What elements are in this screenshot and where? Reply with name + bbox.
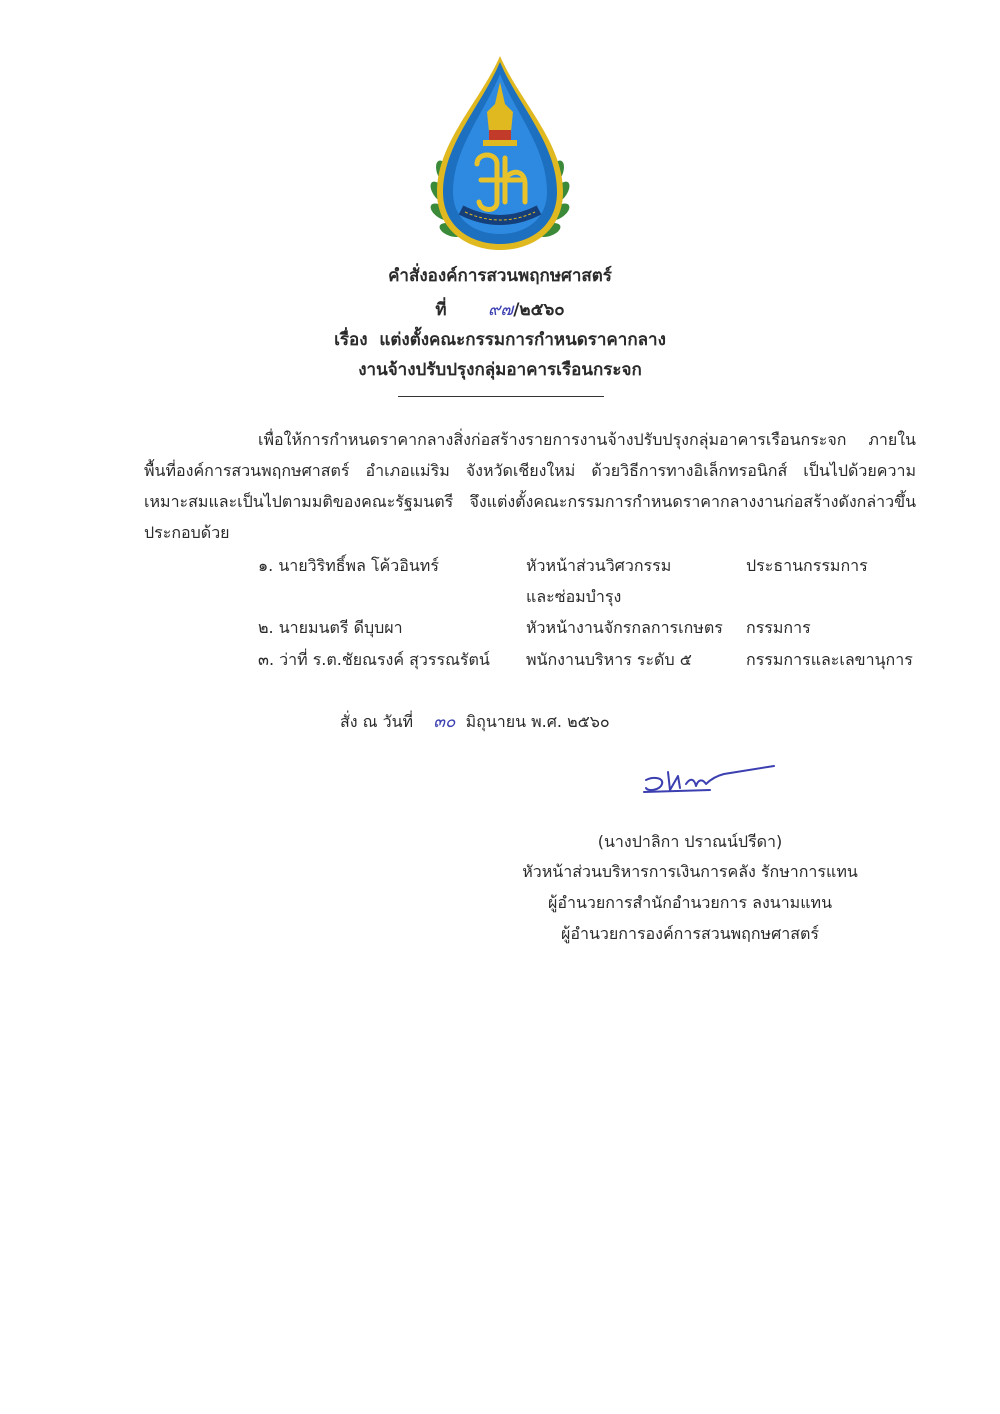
signer-name: (นางปาลิกา ปราณน์ปรีดา): [597, 832, 783, 851]
member-1-position: หัวหน้าส่วนวิศวกรรม: [526, 556, 672, 575]
order-subject-label: เรื่อง: [334, 330, 368, 350]
signer-title-line-1: หัวหน้าส่วนบริหารการเงินการคลัง รักษาการแทน: [522, 862, 858, 881]
order-date-day-handwritten: ๓๐: [433, 712, 456, 732]
handwritten-signature: [640, 762, 780, 802]
member-2-name: ๒. นายมนตรี ดีบุบผา: [258, 618, 403, 637]
order-subject-line-2: งานจ้างปรับปรุงกลุ่มอาคารเรือนกระจก: [358, 360, 642, 380]
order-date-month-year: มิถุนายน พ.ศ. ๒๕๖๐: [465, 712, 610, 731]
member-1-name: ๑. นายวิริทธิ์พล โค้วอินทร์: [258, 556, 439, 575]
member-1-role: ประธานกรรมการ: [746, 556, 868, 575]
order-number-handwritten: ๙๗: [487, 300, 514, 320]
member-2-role: กรรมการ: [746, 618, 811, 637]
order-date-prefix: สั่ง ณ วันที่: [340, 712, 414, 731]
signer-title-line-3: ผู้อำนวยการองค์การสวนพฤกษศาสตร์: [561, 924, 819, 943]
order-number-label: ที่: [435, 300, 447, 320]
order-title: คำสั่งองค์การสวนพฤกษศาสตร์: [388, 266, 612, 286]
member-3-name: ๓. ว่าที่ ร.ต.ชัยณรงค์ สุวรรณรัตน์: [258, 650, 490, 669]
title-divider: [398, 396, 604, 397]
member-1-position-line-2: และซ่อมบำรุง: [526, 587, 622, 606]
organization-emblem-logo: [425, 52, 575, 252]
order-subject: แต่งตั้งคณะกรรมการกำหนดราคากลาง: [379, 330, 666, 350]
order-date: [340, 708, 610, 735]
order-number-line: [0, 296, 1000, 323]
signer-title-line-2: ผู้อำนวยการสำนักอำนวยการ ลงนามแทน: [547, 893, 833, 912]
member-2-position: หัวหน้างานจักรกลการเกษตร: [526, 618, 723, 637]
member-3-role: กรรมการและเลขานุการ: [746, 650, 913, 669]
body-paragraph: เพื่อให้การกำหนดราคากลางสิ่งก่อสร้างรายการงานจ้างปรับปรุงกลุ่มอาคารเรือนกระจก ภายในพื้นที่องค์การสวนพฤกษศาสตร์ อำเภอแม่ริม จังหวัดเชียงใหม่ ด้วยวิธีการทางอิเล็กทรอนิกส์ เป็นไปด้วยความเหมาะสมและเป็นไปตามมติของคณะรัฐมนตรี จึงแต่งตั้งคณะกรรมการกำหนดราคากลางงานก่อสร้างดังกล่าวขึ้น ประกอบด้วย: [144, 430, 916, 542]
order-number-suffix: /๒๕๖๐: [513, 300, 565, 320]
order-subject-line: [0, 326, 1000, 353]
member-3-position: พนักงานบริหาร ระดับ ๕: [526, 650, 692, 669]
